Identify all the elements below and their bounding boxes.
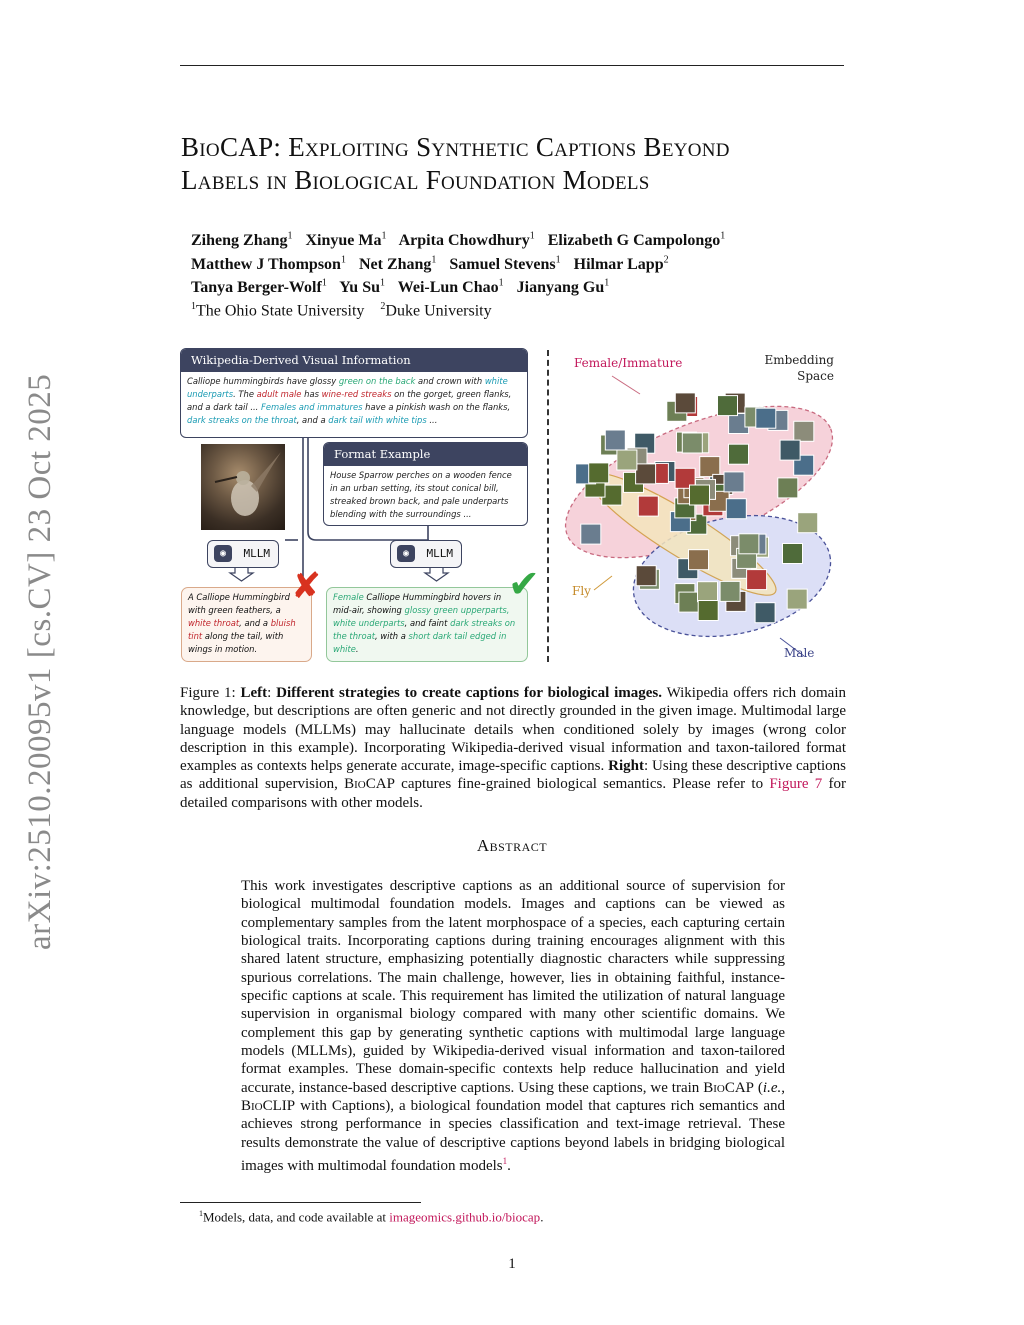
author-row-3 <box>191 274 831 297</box>
embedding-plot <box>554 344 844 666</box>
affiliations: $^1$The Ohio State University $^2$Duke University <box>191 300 492 320</box>
hummingbird-photo <box>201 444 285 530</box>
male-label: Male <box>784 646 815 660</box>
wikipedia-info-box <box>180 348 528 438</box>
bird-thumbnail <box>783 544 803 564</box>
bird-thumbnail <box>794 421 814 441</box>
author: Tanya Berger-Wolf$^1$ <box>191 277 327 296</box>
embedding-space-panel <box>554 344 844 666</box>
bird-thumbnail <box>739 534 759 554</box>
bird-thumbnail <box>690 485 710 505</box>
abstract-heading: Abstract <box>476 836 548 855</box>
embedding-space-label: Embedding Space <box>764 353 834 383</box>
project-url-link[interactable]: imageomics.github.io/biocap <box>389 1209 541 1225</box>
author: Wei-Lun Chao$^1$ <box>397 277 504 296</box>
author: Net Zhang$^1$ <box>358 254 437 273</box>
output-caption-wrong: A Calliope Hummingbird with green feathers, a white throat, and a bluish tint along the tail, with wings in motion. <box>181 587 312 662</box>
fly-label-leader <box>594 576 612 590</box>
check-mark-icon: ✔ <box>508 562 540 606</box>
author: Jianyang Gu$^1$ <box>516 277 610 296</box>
top-rule <box>180 65 844 66</box>
bird-thumbnail <box>675 393 695 413</box>
bird-thumbnail <box>778 478 798 498</box>
bird-thumbnail <box>718 396 738 416</box>
footnote: $^1$Models, data, and code available at imageomics.github.io/biocap. <box>199 1209 544 1225</box>
author: Yu Su$^1$ <box>339 277 385 296</box>
bird-thumbnail <box>636 566 656 586</box>
bird-thumbnail <box>638 496 658 516</box>
abstract-body: This work investigates descriptive captions as an additional source of supervision for biological multimodal foundation models. Images and captions can be viewed as complementary samples from the latent morphospace of a species, each capturing certain biological traits. Incorporating captions during training encourages alignment with this shared latent structure, emphasizing potentially diagnostic characters while suppressing spurious correlations. The main challenge, however, lies in obtaining faithful, instance-specific captions at scale. This requirement has limited the utilization of natural language supervision in organismal biology compared with many other scientific domains. We complement this gap by generating synthetic captions with multimodal large language models (MLLMs), guided by Wikipedia-derived visual information and taxon-tailored format examples. These domain-specific contexts help reduce hallucination and yield accurate, instance-based descriptive captions. Using these captions, we train BioCAP (i.e., BioCLIP with Captions), a biological foundation model that captures rich semantics and achieves strong performance in species classification and text-image retrieval. These results demonstrate the value of descriptive captions beyond labels in bridging biological images with multimodal foundation models$^1$. <box>241 878 785 1175</box>
footnote-ref-link[interactable]: 1 <box>502 1156 508 1167</box>
author: Elizabeth G Campolongo$^1$ <box>547 231 726 250</box>
author: Xinyue Ma$^1$ <box>305 231 387 250</box>
female-label-leader <box>612 376 640 394</box>
bird-thumbnail <box>724 472 744 492</box>
bird-thumbnail <box>589 463 609 483</box>
bird-thumbnail <box>698 582 718 602</box>
format-example-header: Format Example <box>324 443 527 466</box>
mllm-block-left <box>207 540 279 568</box>
fly-label: Fly <box>572 584 591 598</box>
bird-thumbnail <box>700 457 720 477</box>
wikipedia-info-text: Calliope hummingbirds have glossy green on the back and crown with white underparts. The adult male has wine-red streaks on the gorget, green flanks, and a dark tail ... Females and immatures have a pinkish wash on the flanks, dark streaks on the throat, and a dark tail with white tips ... <box>187 376 512 425</box>
cross-mark-icon: ✘ <box>291 566 322 607</box>
bird-thumbnail <box>755 603 775 623</box>
mllm-label: MLLM <box>426 547 453 560</box>
arrow-down-icon <box>425 566 448 581</box>
format-example-box <box>323 442 528 526</box>
author: Arpita Chowdhury$^1$ <box>398 231 535 250</box>
affiliation: Duke University <box>385 302 492 320</box>
figure-caption: Figure 1: Left: Different strategies to create captions for biological images. Wikipedia offers rich domain knowledge, but descriptions are often generic and not directly grounded in the given image. Multimodal large language models (MLLMs) may hallucinate details when conditioned solely by images (wrong color description in this example). Incorporating Wikipedia-derived visual information and taxon-tailored format examples as contexts helps generate accurate, image-specific captions. Right: Using these descriptive captions as additional supervision, BioCAP captures fine-grained biological semantics. Please refer to Figure 7 for detailed comparisons with other models. <box>180 685 847 811</box>
hummingbird-silhouette <box>201 444 285 530</box>
panel-divider <box>547 350 549 662</box>
mllm-label: MLLM <box>243 547 270 560</box>
affiliation: The Ohio State University <box>196 302 365 320</box>
output-caption-correct: Female Calliope Hummingbird hovers in mid-air, showing glossy green upperparts, white underparts, and faint dark streaks on the throat, with a short dark tail edged in white. <box>326 587 528 662</box>
wikipedia-info-header: Wikipedia-Derived Visual Information <box>181 349 527 372</box>
paper-title <box>181 131 861 197</box>
bird-thumbnail <box>689 550 709 570</box>
female-immature-label: Female/Immature <box>574 356 683 370</box>
author: Ziheng Zhang$^1$ <box>191 231 293 250</box>
title-line-1: BioCAP: Exploiting Synthetic Captions Beyond <box>181 132 730 162</box>
bird-thumbnail <box>747 570 767 590</box>
mllm-block-right <box>390 540 462 568</box>
title-line-2: Labels in Biological Foundation Models <box>181 165 650 195</box>
bird-thumbnail <box>798 513 818 533</box>
bird-thumbnail <box>729 444 749 464</box>
bird-thumbnail <box>726 499 746 519</box>
bird-thumbnail <box>720 581 740 601</box>
arxiv-identifier[interactable]: arXiv:2510.20095v1 [cs.CV] 23 Oct 2025 <box>22 373 58 950</box>
bird-thumbnail <box>698 601 718 621</box>
robot-icon: ◉ <box>214 545 232 562</box>
author: Hilmar Lapp$^2$ <box>573 254 669 273</box>
bird-thumbnail <box>682 433 702 453</box>
bird-thumbnail <box>581 524 601 544</box>
bird-thumbnail <box>605 430 625 450</box>
author-row-1 <box>191 227 831 250</box>
author-block <box>191 227 831 320</box>
bird-thumbnail <box>780 440 800 460</box>
bird-thumbnail <box>636 464 656 484</box>
bird-thumbnail <box>617 450 637 470</box>
author: Matthew J Thompson$^1$ <box>191 254 346 273</box>
format-example-text: House Sparrow perches on a wooden fence in an urban setting, its stout conical bill, streaked brown back, and pale underparts blending with the surroundings ... <box>330 470 512 519</box>
bird-thumbnail <box>756 408 776 428</box>
figure-1 <box>180 344 844 666</box>
bird-thumbnail <box>679 592 699 612</box>
bird-thumbnail <box>787 589 807 609</box>
footnote-rule <box>180 1202 421 1203</box>
author: Samuel Stevens$^1$ <box>449 254 561 273</box>
figure-7-link[interactable]: Figure 7 <box>769 776 823 793</box>
robot-icon: ◉ <box>397 545 415 562</box>
page-number: 1 <box>508 1256 516 1272</box>
arrow-down-icon <box>230 566 253 581</box>
author-row-2 <box>191 250 831 273</box>
